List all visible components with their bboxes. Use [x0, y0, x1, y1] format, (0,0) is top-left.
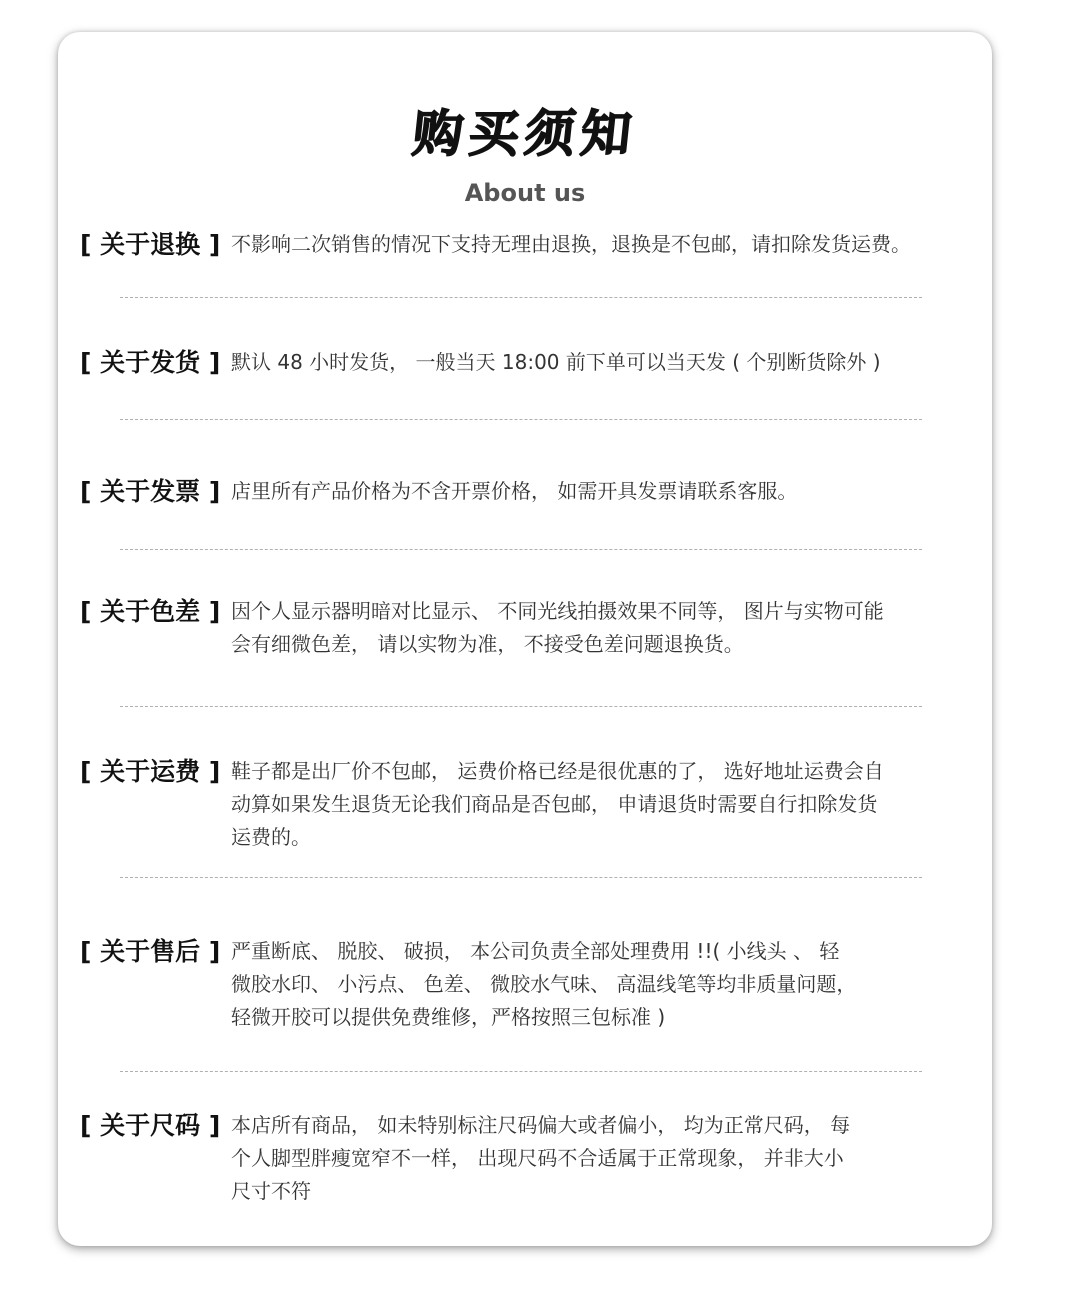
section-text [231, 595, 971, 661]
section-text-line: 运费的。 [231, 825, 311, 849]
section-label: [ 关于色差 ] [80, 597, 221, 626]
section-text-line: 动算如果发生退货无论我们商品是否包邮， 申请退货时需要自行扣除发货 [231, 792, 878, 816]
section-text-line: 不影响二次销售的情况下支持无理由退换，退换是不包邮，请扣除发货运费。 [231, 232, 911, 256]
section-text-line: 本店所有商品， 如未特别标注尺码偏大或者偏小， 均为正常尺码， 每 [231, 1113, 851, 1137]
section-text-line: 严重断底、 脱胶、 破损， 本公司负责全部处理费用 !!( 小线头 、 轻 [231, 939, 840, 963]
section-text [231, 755, 971, 854]
section-text-line: 会有细微色差， 请以实物为准， 不接受色差问题退换货。 [231, 632, 744, 656]
divider [120, 877, 922, 878]
section-text [231, 1109, 971, 1208]
divider [120, 419, 922, 420]
section-text [231, 475, 971, 508]
section-text-line: 个人脚型胖瘦宽窄不一样， 出现尺码不合适属于正常现象， 并非大小 [231, 1146, 844, 1170]
section-label: [ 关于尺码 ] [80, 1111, 221, 1140]
divider [120, 297, 922, 298]
section-text [231, 228, 971, 261]
page-title: 购买须知 [409, 105, 641, 163]
section-label: [ 关于退换 ] [80, 230, 221, 259]
section-label: [ 关于运费 ] [80, 757, 221, 786]
section-label: [ 关于发货 ] [80, 348, 221, 377]
section-label: [ 关于售后 ] [80, 937, 221, 966]
section-text-line: 因个人显示器明暗对比显示、 不同光线拍摄效果不同等， 图片与实物可能 [231, 599, 884, 623]
section-text-line: 尺寸不符 [231, 1179, 311, 1203]
section-text-line: 店里所有产品价格为不含开票价格， 如需开具发票请联系客服。 [231, 479, 798, 503]
divider [120, 549, 922, 550]
notice-card [58, 32, 992, 1246]
section-text [231, 935, 971, 1034]
section-text [231, 346, 971, 379]
section-text-line: 轻微开胶可以提供免费维修，严格按照三包标准 ) [231, 1005, 666, 1029]
section-text-line: 鞋子都是出厂价不包邮， 运费价格已经是很优惠的了， 选好地址运费会自 [231, 759, 884, 783]
section-label: [ 关于发票 ] [80, 477, 221, 506]
section-text-line: 微胶水印、 小污点、 色差、 微胶水气味、 高温线笔等均非质量问题， [231, 972, 857, 996]
divider [120, 1071, 922, 1072]
page-subtitle: About us [464, 179, 586, 207]
divider [120, 706, 922, 707]
section-text-line: 默认 48 小时发货， 一般当天 18:00 前下单可以当天发 ( 个别断货除外 ) [231, 350, 881, 374]
